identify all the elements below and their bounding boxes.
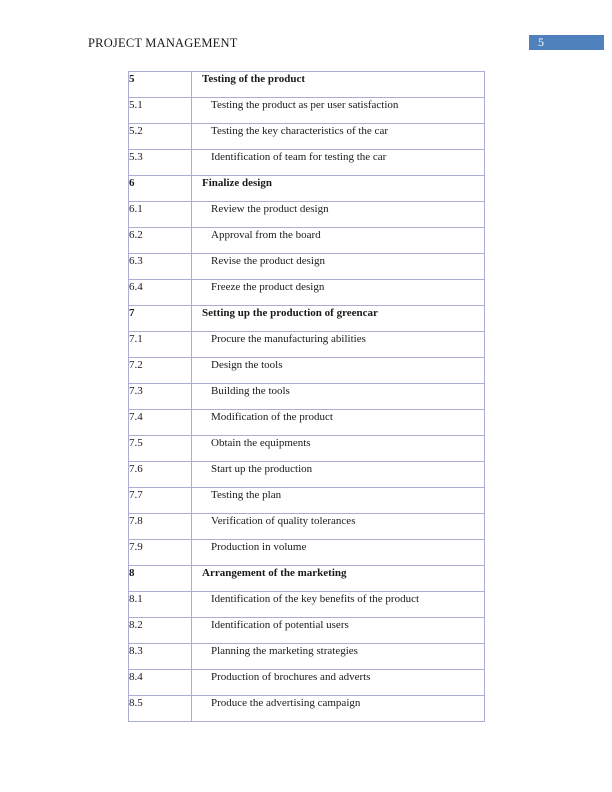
table-row: [129, 150, 485, 176]
table-row: [129, 514, 485, 540]
table-row: [129, 98, 485, 124]
page-number-box: [529, 35, 604, 50]
wbs-number-cell: 5.1: [129, 98, 192, 124]
wbs-number-cell: 8.5: [129, 696, 192, 722]
table-row: [129, 124, 485, 150]
page-number: 5: [538, 35, 544, 49]
table-row: [129, 696, 485, 722]
wbs-number-cell: 6.2: [129, 228, 192, 254]
wbs-number-cell: 5.3: [129, 150, 192, 176]
wbs-number-cell: 8.3: [129, 644, 192, 670]
wbs-task-cell: Identification of team for testing the car: [192, 150, 485, 176]
wbs-number-cell: 8.2: [129, 618, 192, 644]
wbs-number-cell: 7: [129, 306, 192, 332]
wbs-number-cell: 8: [129, 566, 192, 592]
table-row-heading: [129, 176, 485, 202]
wbs-task-cell: Identification of the key benefits of the product: [192, 592, 485, 618]
wbs-task-cell: Planning the marketing strategies: [192, 644, 485, 670]
wbs-task-cell: Identification of potential users: [192, 618, 485, 644]
wbs-task-cell: Arrangement of the marketing: [192, 566, 485, 592]
wbs-task-cell: Procure the manufacturing abilities: [192, 332, 485, 358]
wbs-number-cell: 7.6: [129, 462, 192, 488]
wbs-number-cell: 7.4: [129, 410, 192, 436]
table-row: [129, 410, 485, 436]
wbs-task-cell: Review the product design: [192, 202, 485, 228]
wbs-task-cell: Testing of the product: [192, 72, 485, 98]
table-row-heading: [129, 306, 485, 332]
wbs-number-cell: 6.4: [129, 280, 192, 306]
wbs-task-cell: Start up the production: [192, 462, 485, 488]
wbs-number-cell: 6: [129, 176, 192, 202]
table-row: [129, 592, 485, 618]
wbs-task-cell: Modification of the product: [192, 410, 485, 436]
table-row: [129, 644, 485, 670]
table-row: [129, 280, 485, 306]
wbs-number-cell: 5.2: [129, 124, 192, 150]
wbs-task-cell: Design the tools: [192, 358, 485, 384]
wbs-task-cell: Produce the advertising campaign: [192, 696, 485, 722]
wbs-table: [128, 71, 485, 722]
table-row: [129, 332, 485, 358]
wbs-task-cell: Production in volume: [192, 540, 485, 566]
wbs-number-cell: 7.8: [129, 514, 192, 540]
wbs-table-body: [129, 72, 485, 722]
table-row: [129, 202, 485, 228]
wbs-task-cell: Building the tools: [192, 384, 485, 410]
wbs-task-cell: Approval from the board: [192, 228, 485, 254]
wbs-number-cell: 7.3: [129, 384, 192, 410]
table-row-heading: [129, 72, 485, 98]
wbs-task-cell: Testing the key characteristics of the car: [192, 124, 485, 150]
wbs-task-cell: Verification of quality tolerances: [192, 514, 485, 540]
wbs-number-cell: 8.4: [129, 670, 192, 696]
table-row: [129, 488, 485, 514]
wbs-number-cell: 5: [129, 72, 192, 98]
table-row: [129, 462, 485, 488]
wbs-number-cell: 6.1: [129, 202, 192, 228]
table-row-heading: [129, 566, 485, 592]
table-row: [129, 358, 485, 384]
table-row: [129, 670, 485, 696]
wbs-task-cell: Finalize design: [192, 176, 485, 202]
wbs-task-cell: Revise the product design: [192, 254, 485, 280]
wbs-task-cell: Testing the product as per user satisfaction: [192, 98, 485, 124]
table-row: [129, 540, 485, 566]
table-row: [129, 254, 485, 280]
table-row: [129, 436, 485, 462]
table-row: [129, 384, 485, 410]
wbs-number-cell: 7.9: [129, 540, 192, 566]
table-row: [129, 618, 485, 644]
table-row: [129, 228, 485, 254]
wbs-task-cell: Freeze the product design: [192, 280, 485, 306]
wbs-task-cell: Obtain the equipments: [192, 436, 485, 462]
wbs-task-cell: Setting up the production of greencar: [192, 306, 485, 332]
wbs-number-cell: 6.3: [129, 254, 192, 280]
wbs-number-cell: 7.7: [129, 488, 192, 514]
running-header-title: PROJECT MANAGEMENT: [88, 36, 238, 50]
wbs-number-cell: 8.1: [129, 592, 192, 618]
wbs-task-cell: Testing the plan: [192, 488, 485, 514]
wbs-number-cell: 7.1: [129, 332, 192, 358]
wbs-number-cell: 7.5: [129, 436, 192, 462]
wbs-task-cell: Production of brochures and adverts: [192, 670, 485, 696]
wbs-number-cell: 7.2: [129, 358, 192, 384]
